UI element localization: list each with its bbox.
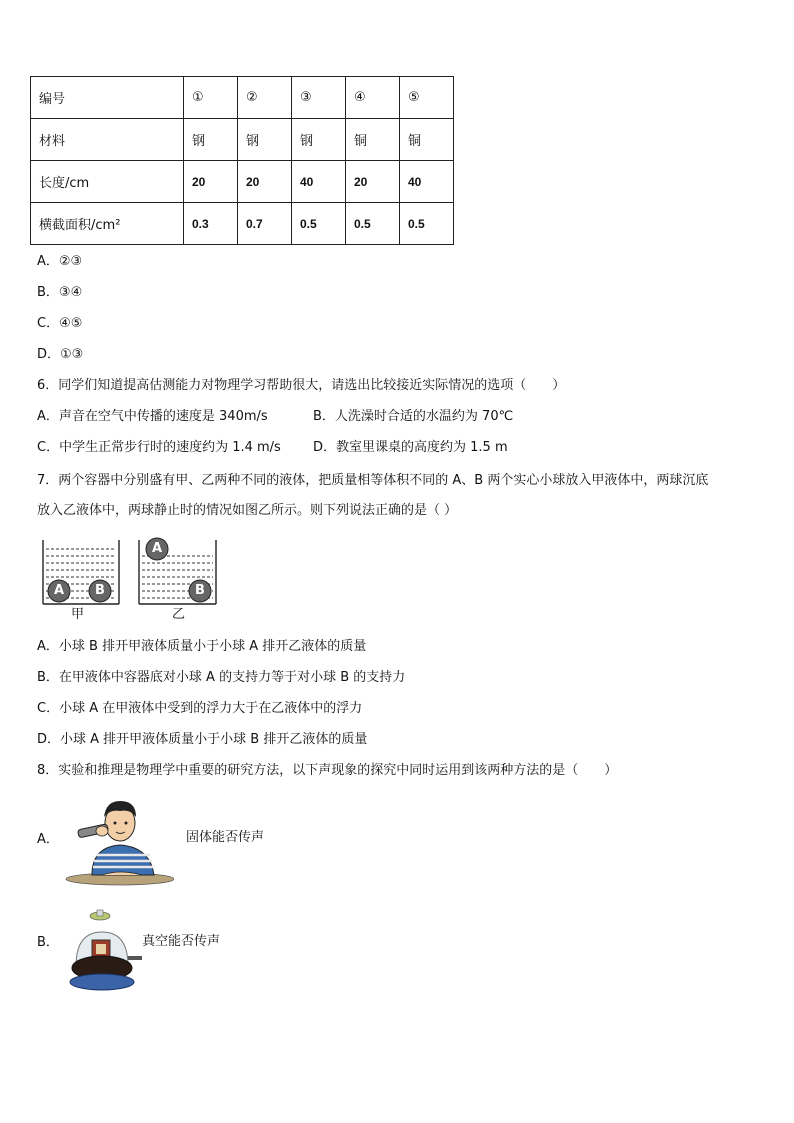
ball-b-label-jia: B xyxy=(95,583,105,598)
q7-option-c: C．小球 A 在甲液体中受到的浮力大于在乙液体中的浮力 xyxy=(37,701,363,716)
q8-option-a-letter: A． xyxy=(37,832,59,847)
q7-option-a: A．小球 B 排开甲液体质量小于小球 A 排开乙液体的质量 xyxy=(37,639,367,654)
container-label-yi: 乙 xyxy=(172,607,186,622)
table-cell: ② xyxy=(238,77,292,119)
q6-option-d: D．教室里课桌的高度约为 1.5 m xyxy=(313,440,508,455)
table-cell: 铜 xyxy=(400,119,454,161)
table-cell: ④ xyxy=(346,77,400,119)
table-cell: 钢 xyxy=(292,119,346,161)
table-cell: 钢 xyxy=(184,119,238,161)
boy-listening-image xyxy=(62,789,174,887)
q8-option-a-caption: 固体能否传声 xyxy=(186,830,265,845)
table-cell: ③ xyxy=(292,77,346,119)
q6-option-a: A．声音在空气中传播的速度是 340m/s xyxy=(37,409,268,424)
table-cell: 钢 xyxy=(238,119,292,161)
q8-option-b-letter: B． xyxy=(37,935,59,950)
q5-option-c: C．④⑤ xyxy=(37,316,83,331)
row-header: 材料 xyxy=(31,119,184,161)
q8-option-b-caption: 真空能否传声 xyxy=(142,934,221,949)
table-row xyxy=(31,161,454,203)
table-row xyxy=(31,119,454,161)
q8-stem: 8．实验和推理是物理学中重要的研究方法，以下声现象的探究中同时运用到该两种方法的是（ ） xyxy=(37,763,618,778)
table-cell: 0.5 xyxy=(292,203,346,245)
properties-table xyxy=(30,76,454,245)
q7-option-d: D．小球 A 排开甲液体质量小于小球 B 排开乙液体的质量 xyxy=(37,732,368,747)
row-header: 编号 xyxy=(31,77,184,119)
ball-a-label-jia: A xyxy=(53,583,65,598)
container-label-jia: 甲 xyxy=(71,607,85,622)
table-cell: 0.7 xyxy=(238,203,292,245)
ball-a-label-yi: A xyxy=(151,541,163,556)
table-cell: 铜 xyxy=(346,119,400,161)
q5-option-d: D．①③ xyxy=(37,347,84,362)
q5-option-b: B．③④ xyxy=(37,285,83,300)
table-cell: 40 xyxy=(400,161,454,203)
row-header: 横截面积/cm² xyxy=(31,203,184,245)
table-cell: 0.5 xyxy=(346,203,400,245)
table-cell: 20 xyxy=(238,161,292,203)
table-cell: 0.5 xyxy=(400,203,454,245)
containers-figure xyxy=(38,536,222,624)
q6-option-c: C．中学生正常步行时的速度约为 1.4 m/s xyxy=(37,440,281,455)
vacuum-bell-jar-image xyxy=(68,906,144,996)
q6-stem: 6．同学们知道提高估测能力对物理学习帮助很大，请选出比较接近实际情况的选项（ ） xyxy=(37,378,566,393)
q5-option-a: A．②③ xyxy=(37,254,83,269)
table-cell: 0.3 xyxy=(184,203,238,245)
q7-option-b: B．在甲液体中容器底对小球 A 的支持力等于对小球 B 的支持力 xyxy=(37,670,406,685)
table-cell: ⑤ xyxy=(400,77,454,119)
q7-stem-line2: 放入乙液体中，两球静止时的情况如图乙所示。则下列说法正确的是（ ） xyxy=(37,503,458,518)
q6-option-b: B．人洗澡时合适的水温约为 70℃ xyxy=(313,409,514,424)
table-cell: 20 xyxy=(346,161,400,203)
table-row xyxy=(31,203,454,245)
q7-stem-line1: 7．两个容器中分别盛有甲、乙两种不同的液体，把质量相等体积不同的 A、B 两个实心小球放入甲液体中，两球沉底 xyxy=(37,473,709,488)
table-cell: ① xyxy=(184,77,238,119)
table-cell: 40 xyxy=(292,161,346,203)
table-cell: 20 xyxy=(184,161,238,203)
row-header: 长度/cm xyxy=(31,161,184,203)
table-row xyxy=(31,77,454,119)
ball-b-label-yi: B xyxy=(195,583,205,598)
